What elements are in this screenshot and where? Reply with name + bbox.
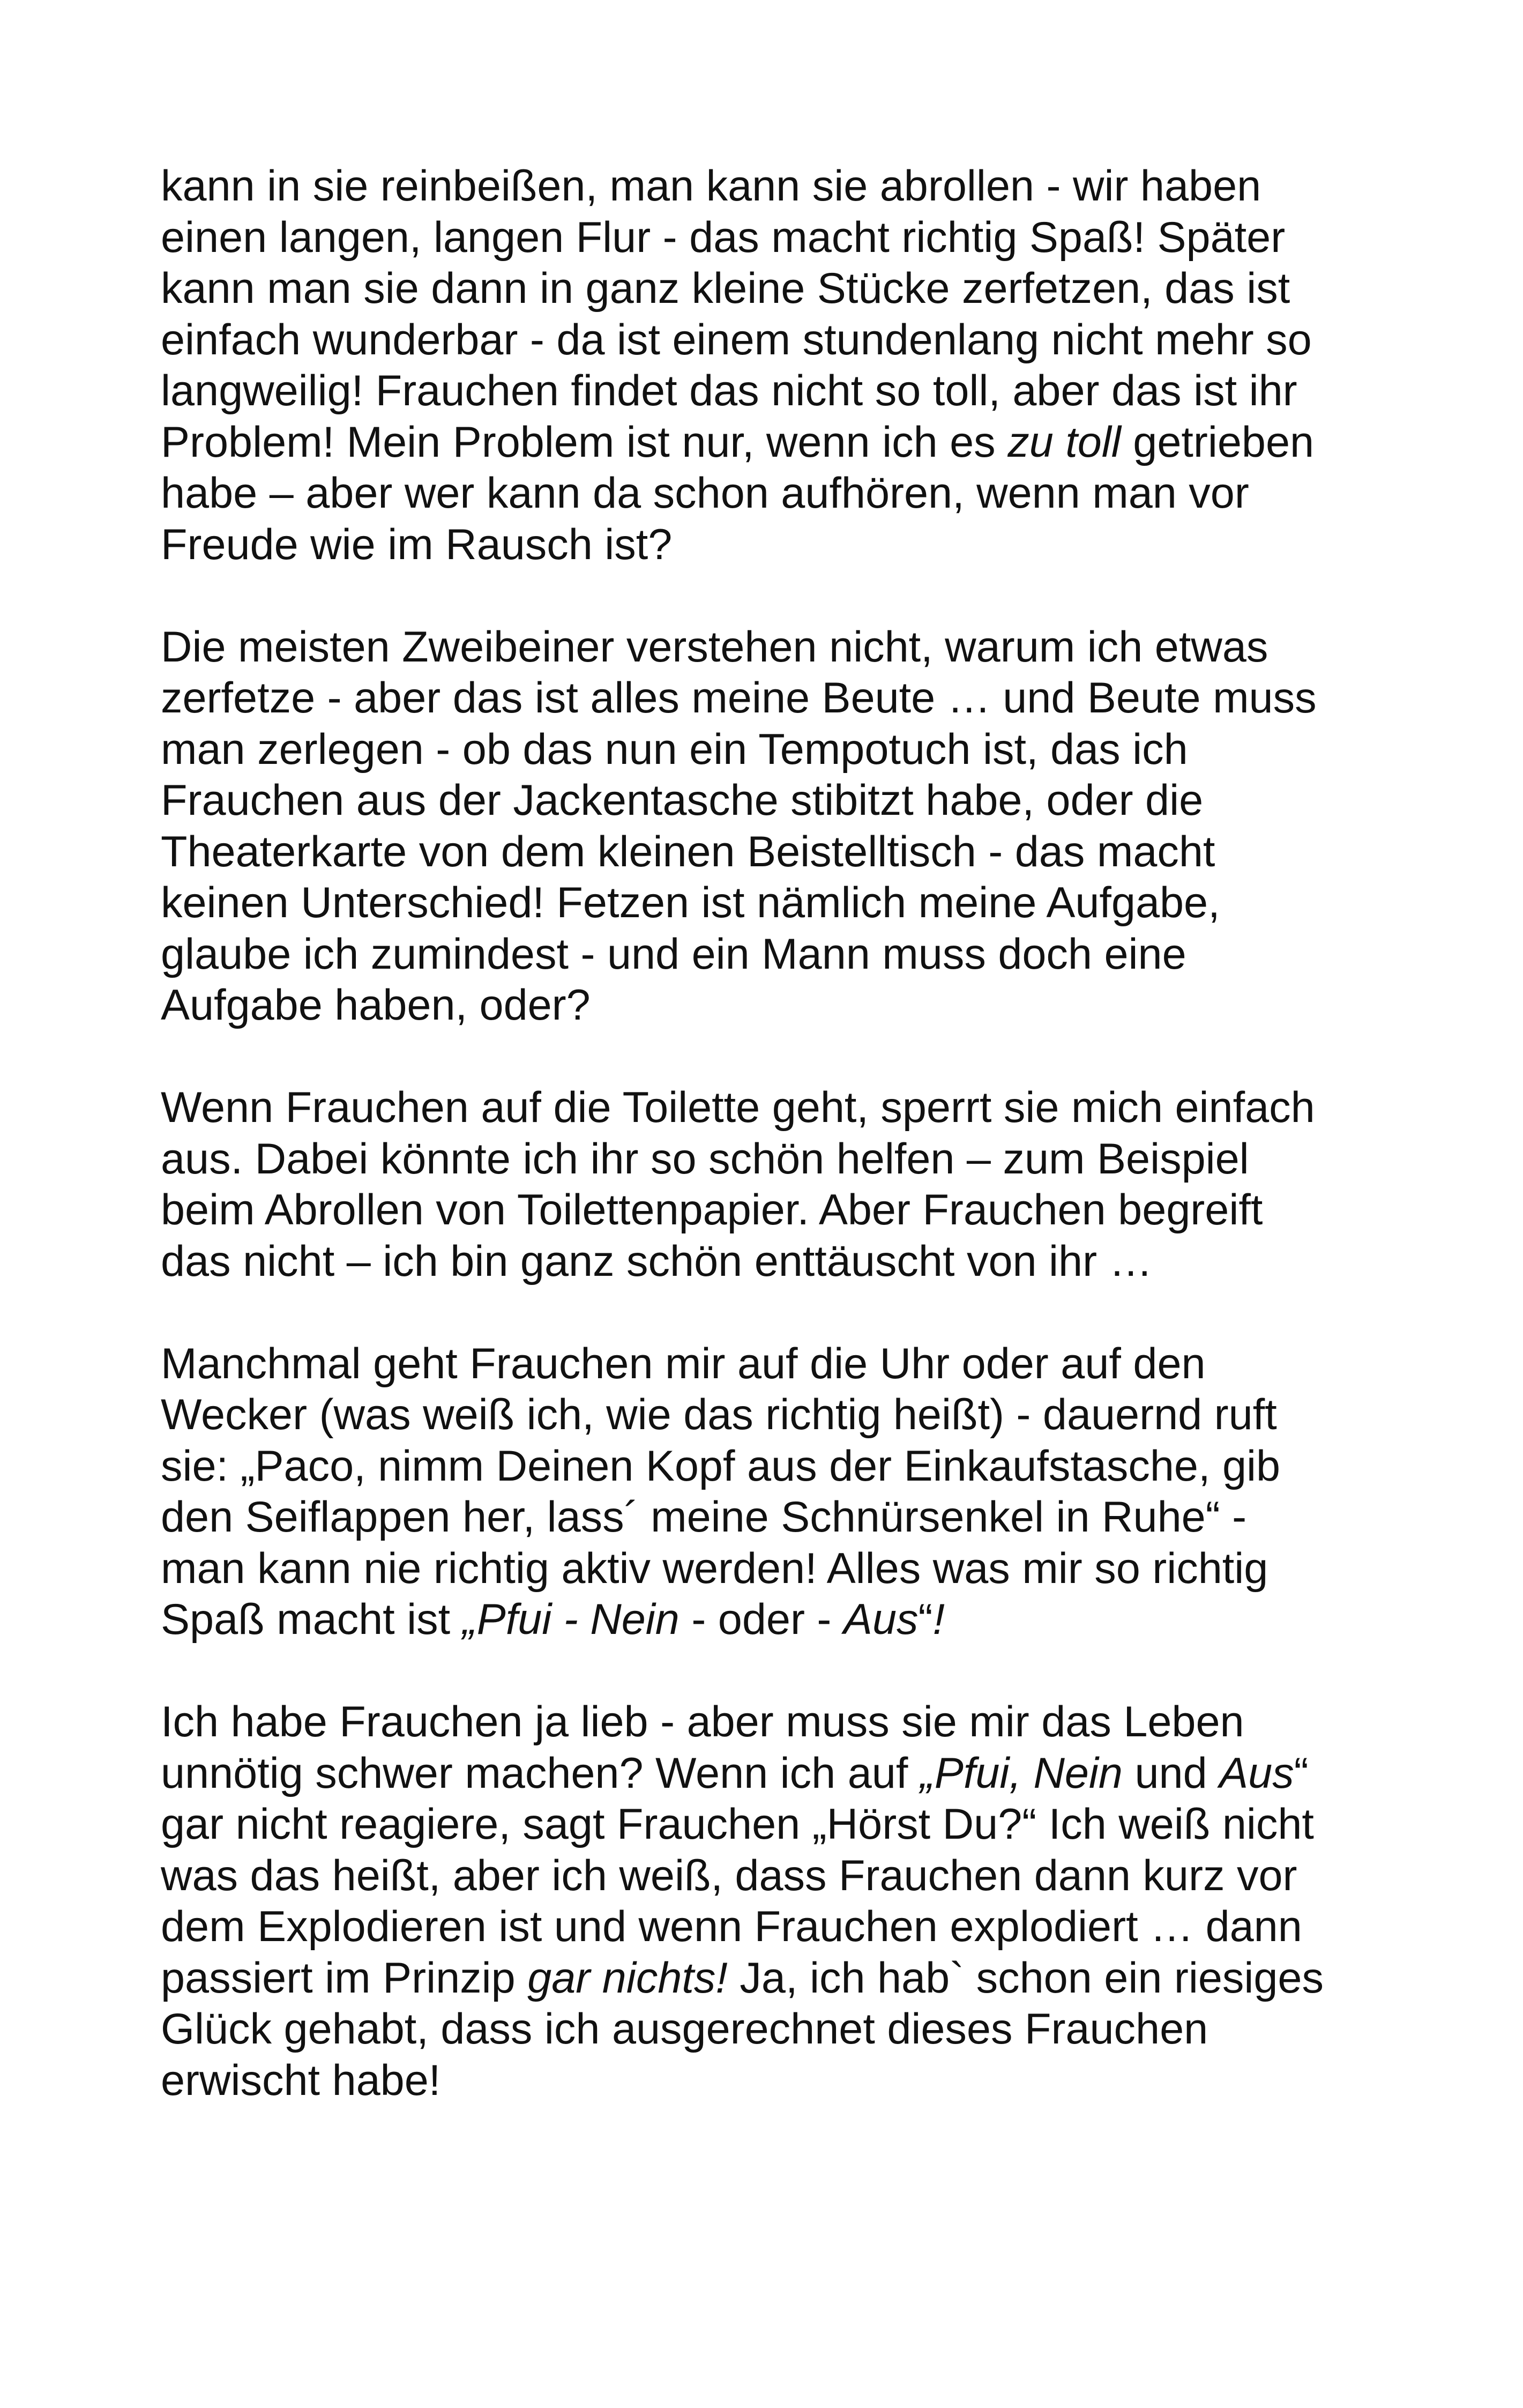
text-segment: aus. Dabei könnte ich ihr so schön helfen – zum Beispiel	[161, 1134, 1249, 1183]
text-segment: Ich habe Frauchen ja lieb - aber muss sie mir das Leben	[161, 1698, 1244, 1746]
text-line	[161, 1748, 1393, 1800]
text-segment: “	[918, 1595, 933, 1644]
text-segment: habe – aber wer kann da schon aufhören, wenn man vor	[161, 469, 1249, 517]
text-line	[161, 1799, 1393, 1850]
text-line	[161, 366, 1393, 417]
text-line	[161, 1389, 1393, 1441]
text-segment: Spaß macht ist	[161, 1595, 462, 1644]
italic-text: zu toll	[1007, 418, 1121, 466]
italic-text: Aus	[843, 1595, 919, 1644]
text-line	[161, 622, 1393, 673]
text-segment: Glück gehabt, dass ich ausgerechnet dieses Frauchen	[161, 2005, 1208, 2053]
text-segment: Theaterkarte von dem kleinen Beistelltisch - das macht	[161, 827, 1215, 876]
text-segment: einen langen, langen Flur - das macht richtig Spaß! Später	[161, 213, 1286, 262]
text-line	[161, 315, 1393, 366]
text-line	[161, 980, 1393, 1031]
text-line	[161, 1850, 1393, 1902]
text-line	[161, 212, 1393, 264]
text-line	[161, 929, 1393, 980]
text-line	[161, 1697, 1393, 1748]
text-segment: kann in sie reinbeißen, man kann sie abrollen - wir haben	[161, 162, 1261, 210]
text-segment: “	[1294, 1749, 1309, 1797]
text-segment: unnötig schwer machen? Wenn ich auf	[161, 1749, 920, 1797]
text-segment: und	[1122, 1749, 1220, 1797]
italic-text: „Pfui, Nein	[920, 1749, 1123, 1797]
text-segment: Manchmal geht Frauchen mir auf die Uhr oder auf den	[161, 1339, 1206, 1388]
text-line	[161, 161, 1393, 212]
text-line	[161, 827, 1393, 878]
text-line	[161, 724, 1393, 776]
paragraph	[161, 1339, 1393, 1646]
text-line	[161, 468, 1393, 519]
text-segment: Wecker (was weiß ich, wie das richtig heißt) - dauernd ruft	[161, 1391, 1277, 1439]
text-segment: getrieben	[1121, 418, 1315, 466]
text-segment: Frauchen aus der Jackentasche stibitzt habe, oder die	[161, 776, 1204, 824]
text-segment: erwischt habe!	[161, 2056, 441, 2105]
text-line	[161, 1082, 1393, 1134]
text-line	[161, 1134, 1393, 1185]
text-segment: Problem! Mein Problem ist nur, wenn ich es	[161, 418, 1008, 466]
text-segment: einfach wunderbar - da ist einem stundenlang nicht mehr so	[161, 315, 1312, 364]
text-segment: man zerlegen - ob das nun ein Tempotuch ist, das ich	[161, 725, 1188, 774]
text-line	[161, 1339, 1393, 1390]
text-line	[161, 1901, 1393, 1953]
text-segment: passiert im Prinzip	[161, 1953, 528, 2002]
text-segment: Freude wie im Rausch ist?	[161, 520, 673, 569]
text-line	[161, 2055, 1393, 2107]
italic-text: „Pfui - Nein	[462, 1595, 680, 1644]
italic-text: Aus	[1219, 1749, 1294, 1797]
text-segment: keinen Unterschied! Fetzen ist nämlich meine Aufgabe,	[161, 879, 1220, 927]
text-segment: Die meisten Zweibeiner verstehen nicht, warum ich etwas	[161, 622, 1268, 671]
text-line	[161, 1594, 1393, 1646]
text-line	[161, 1492, 1393, 1543]
text-line	[161, 519, 1393, 571]
text-segment: Ja, ich hab` schon ein riesiges	[727, 1953, 1324, 2002]
text-line	[161, 673, 1393, 724]
text-segment: sie: „Paco, nimm Deinen Kopf aus der Einkaufstasche, gib	[161, 1441, 1281, 1490]
text-segment: gar nicht reagiere, sagt Frauchen „Hörst Du?“ Ich weiß nicht	[161, 1800, 1314, 1848]
text-segment: - oder -	[679, 1595, 843, 1644]
text-segment: was das heißt, aber ich weiß, dass Frauchen dann kurz vor	[161, 1851, 1297, 1900]
text-segment: beim Abrollen von Toilettenpapier. Aber Frauchen begreift	[161, 1186, 1263, 1234]
text-line	[161, 417, 1393, 469]
text-segment: Wenn Frauchen auf die Toilette geht, sperrt sie mich einfach	[161, 1083, 1315, 1132]
document-page	[161, 161, 1393, 2158]
paragraph	[161, 161, 1393, 570]
text-segment: langweilig! Frauchen findet das nicht so toll, aber das ist ihr	[161, 367, 1297, 415]
text-line	[161, 1185, 1393, 1236]
text-segment: man kann nie richtig aktiv werden! Alles was mir so richtig	[161, 1544, 1268, 1593]
text-segment: den Seiflappen her, lass´ meine Schnürsenkel in Ruhe“ -	[161, 1493, 1247, 1541]
text-segment: das nicht – ich bin ganz schön enttäuscht von ihr …	[161, 1237, 1153, 1285]
text-line	[161, 1543, 1393, 1595]
italic-text: !	[932, 1595, 945, 1644]
text-line	[161, 263, 1393, 315]
paragraph	[161, 1082, 1393, 1287]
italic-text: gar nichts!	[527, 1953, 728, 2002]
text-line	[161, 1236, 1393, 1288]
text-segment: Aufgabe haben, oder?	[161, 981, 591, 1029]
text-line	[161, 2004, 1393, 2055]
paragraph	[161, 622, 1393, 1031]
text-line	[161, 1953, 1393, 2004]
text-segment: glaube ich zumindest - und ein Mann muss doch eine	[161, 930, 1186, 978]
text-segment: kann man sie dann in ganz kleine Stücke zerfetzen, das ist	[161, 264, 1290, 313]
text-segment: zerfetze - aber das ist alles meine Beute … und Beute muss	[161, 674, 1317, 722]
paragraph	[161, 1697, 1393, 2106]
text-line	[161, 878, 1393, 929]
text-line	[161, 775, 1393, 827]
text-line	[161, 1441, 1393, 1492]
text-segment: dem Explodieren ist und wenn Frauchen explodiert … dann	[161, 1902, 1302, 1951]
